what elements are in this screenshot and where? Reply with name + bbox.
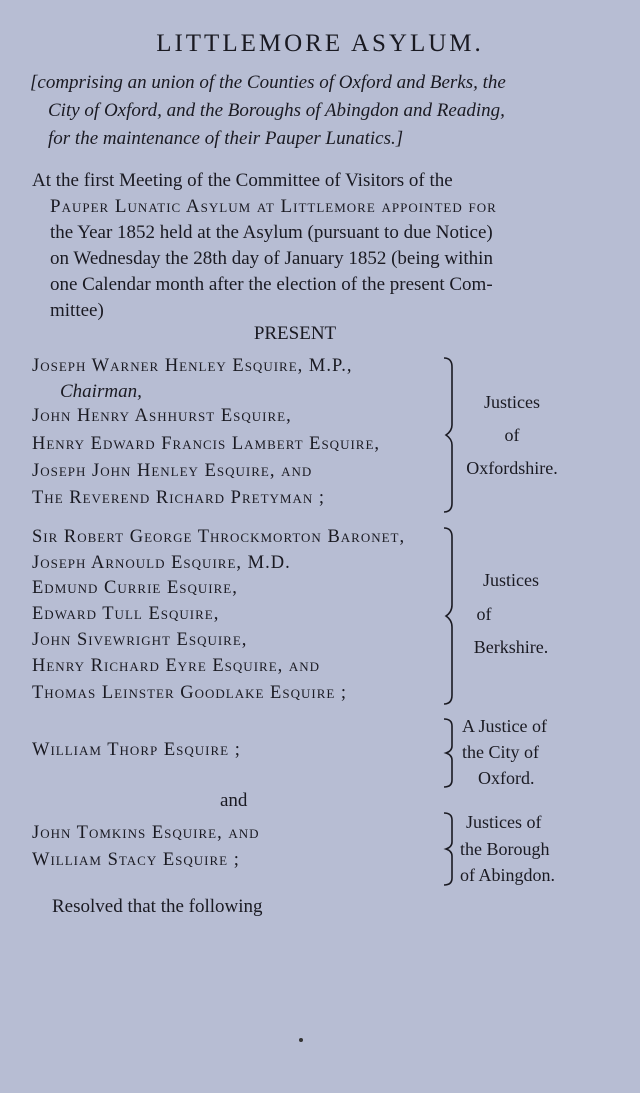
oxon-name-5: The Reverend Richard Pretyman ; bbox=[32, 488, 326, 508]
berks-name-3: Edmund Currie Esquire, bbox=[32, 578, 238, 598]
oxford-city-label-1: A Justice of bbox=[462, 716, 547, 736]
oxford-city-brace bbox=[440, 716, 464, 790]
berks-name-2: Joseph Arnould Esquire, M.D. bbox=[32, 553, 291, 573]
oxon-chairman: Chairman, bbox=[60, 381, 142, 402]
oxon-label-2: of bbox=[504, 425, 520, 445]
present-heading: PRESENT bbox=[253, 323, 337, 344]
abingdon-name-1: John Tomkins Esquire, and bbox=[32, 823, 260, 843]
oxon-name-3: Henry Edward Francis Lambert Esquire, bbox=[32, 434, 381, 454]
oxon-label-3: Oxfordshire. bbox=[466, 458, 558, 478]
resolved-line: Resolved that the following bbox=[52, 896, 263, 917]
abingdon-name-2: William Stacy Esquire ; bbox=[32, 850, 240, 870]
berks-label-2: of bbox=[476, 604, 492, 624]
berks-name-4: Edward Tull Esquire, bbox=[32, 604, 220, 624]
paragraph-line-3: the Year 1852 held at the Asylum (pursuant to due Notice) bbox=[50, 222, 493, 243]
intro-line-1: [comprising an union of the Counties of Oxford and Berks, the bbox=[30, 72, 506, 93]
document-title: LITTLEMORE ASYLUM. bbox=[156, 30, 484, 57]
oxon-name-1: Joseph Warner Henley Esquire, M.P., bbox=[32, 356, 353, 376]
berks-name-7: Thomas Leinster Goodlake Esquire ; bbox=[32, 683, 348, 703]
oxford-city-name: William Thorp Esquire ; bbox=[32, 740, 241, 760]
and-connector: and bbox=[220, 790, 248, 811]
intro-line-2: City of Oxford, and the Boroughs of Abingdon and Reading, bbox=[48, 100, 505, 121]
paragraph-line-6: mittee) bbox=[50, 300, 104, 321]
berks-name-6: Henry Richard Eyre Esquire, and bbox=[32, 656, 321, 676]
abingdon-label-2: the Borough bbox=[460, 839, 550, 859]
oxon-name-4: Joseph John Henley Esquire, and bbox=[32, 461, 313, 481]
paragraph-line-5: one Calendar month after the election of the present Com- bbox=[50, 274, 493, 295]
oxon-name-2: John Henry Ashhurst Esquire, bbox=[32, 406, 292, 426]
berks-name-5: John Sivewright Esquire, bbox=[32, 630, 248, 650]
intro-line-3: for the maintenance of their Pauper Lunatics.] bbox=[48, 128, 404, 149]
oxford-city-label-2: the City of bbox=[462, 742, 539, 762]
paragraph-line-2: Pauper Lunatic Asylum at Littlemore appointed for bbox=[50, 196, 497, 217]
abingdon-label-1: Justices of bbox=[466, 812, 542, 832]
berks-name-1: Sir Robert George Throckmorton Baronet, bbox=[32, 527, 406, 547]
paragraph-line-1: At the first Meeting of the Committee of Visitors of the bbox=[32, 170, 453, 191]
berks-label-3: Berkshire. bbox=[473, 637, 549, 657]
oxford-city-label-3: Oxford. bbox=[478, 768, 535, 788]
oxon-label-1: Justices bbox=[484, 392, 540, 412]
paragraph-line-4: on Wednesday the 28th day of January 1852 (being within bbox=[50, 248, 493, 269]
berks-label-1: Justices bbox=[483, 570, 539, 590]
abingdon-label-3: of Abingdon. bbox=[460, 865, 556, 885]
page-mark bbox=[299, 1038, 303, 1042]
